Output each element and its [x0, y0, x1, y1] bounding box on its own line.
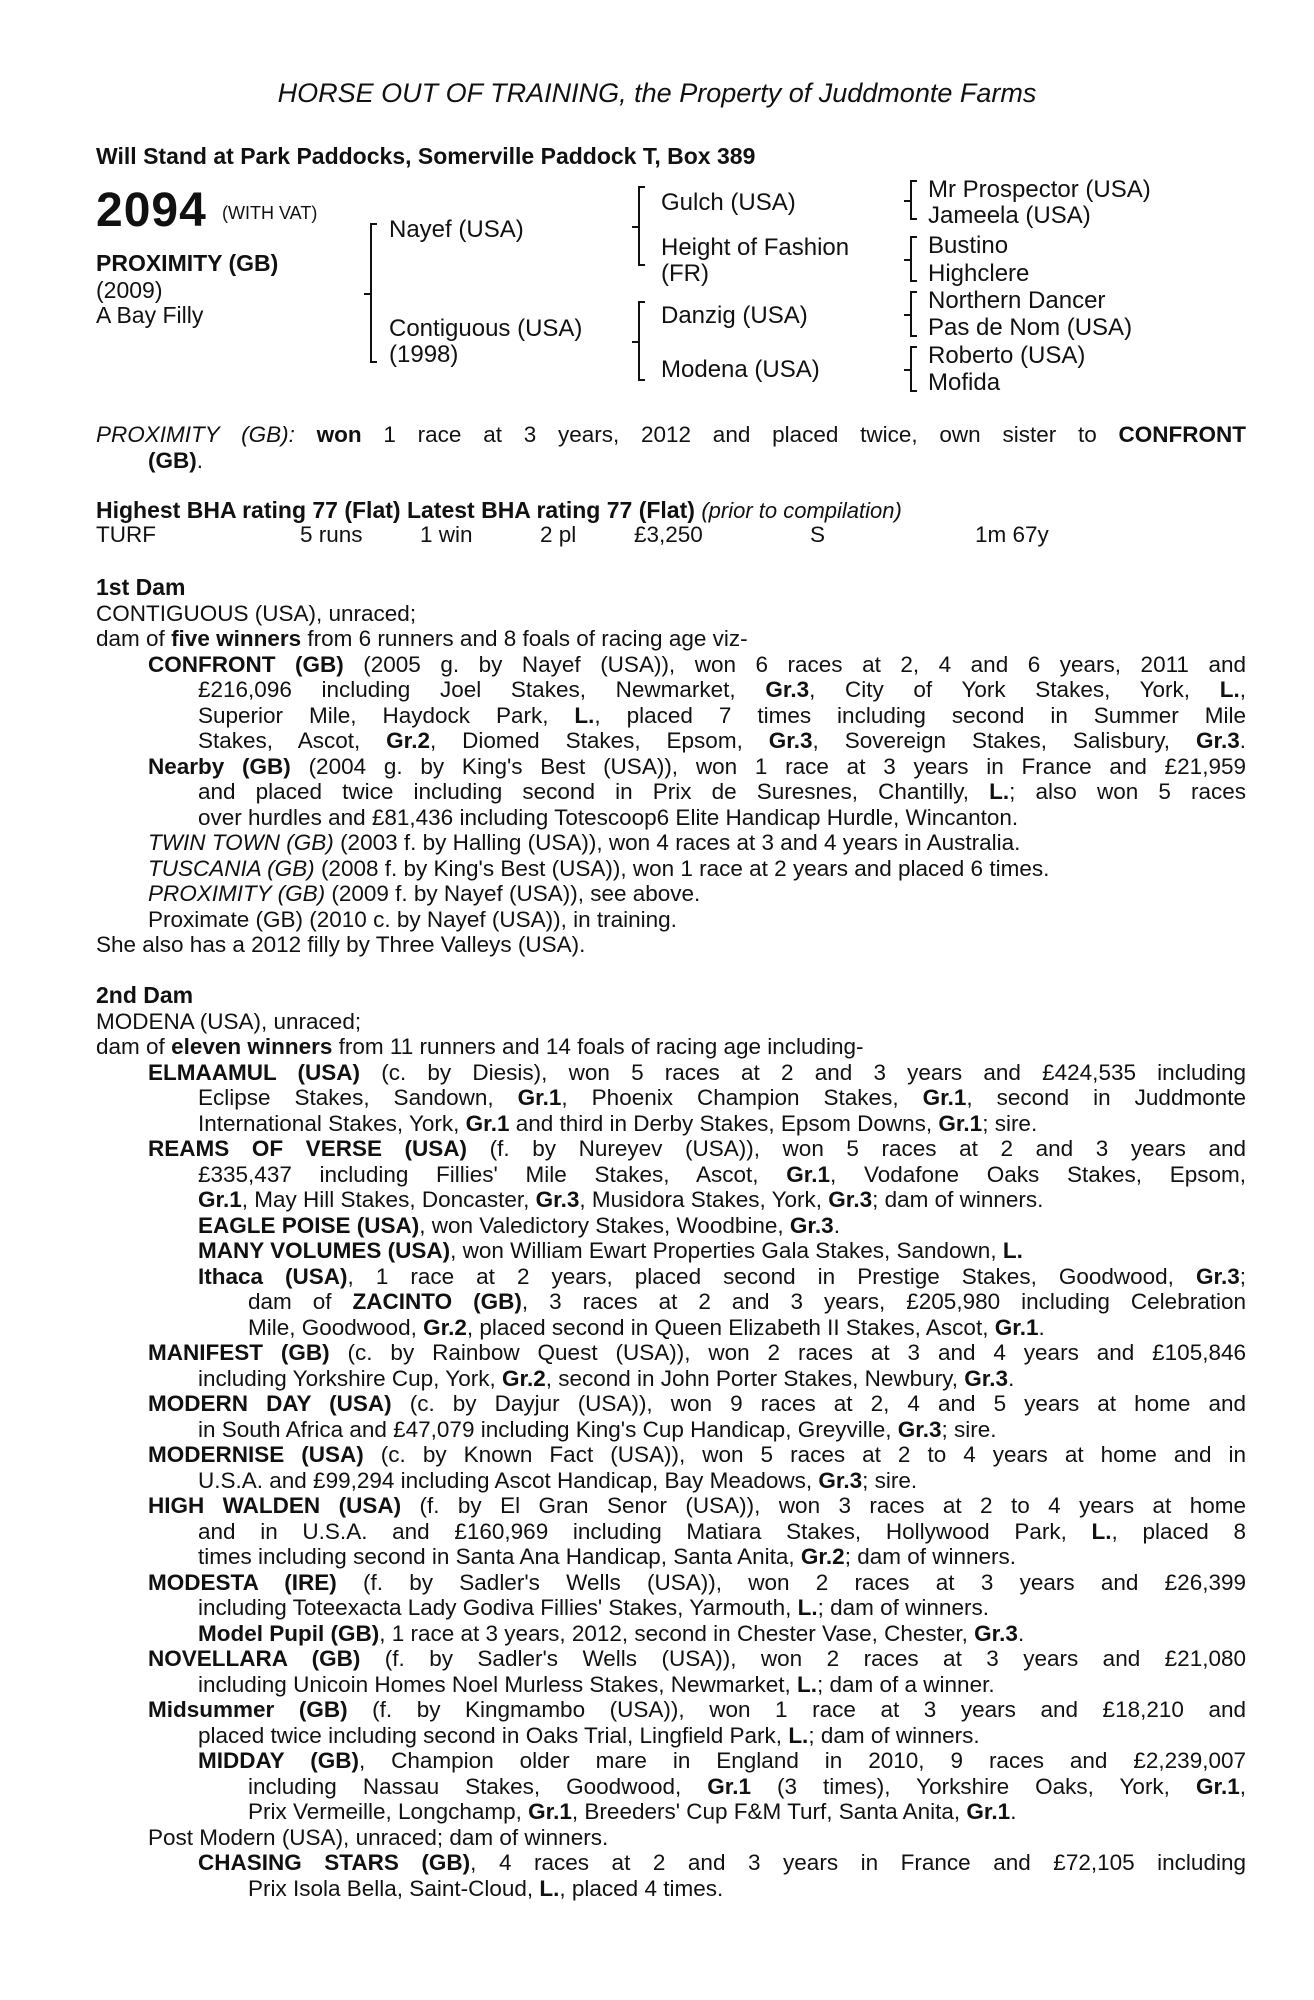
first-dam-name: CONTIGUOUS (USA), unraced; — [96, 600, 417, 626]
produce-entry: TWIN TOWN (GB) (2003 f. by Halling (USA)), won 4 races at 3 and 4 years in Australia. — [148, 830, 1021, 855]
produce-entry: MODERNISE (USA) (c. by Known Fact (USA)), won 5 races at 2 to 4 years at home and in — [148, 1442, 1246, 1467]
stand-location: Will Stand at Park Paddocks, Somerville Paddock T, Box 389 — [96, 143, 756, 169]
rating-wins: 1 win — [420, 522, 473, 547]
rating-surface: TURF — [96, 522, 156, 547]
horse-description: A Bay Filly — [96, 302, 204, 328]
produce-entry: MODESTA (IRE) (f. by Sadler's Wells (USA)), won 2 races at 3 years and £26,399 — [148, 1569, 1246, 1595]
produce-entry: MANY VOLUMES (USA), won William Ewart Properties Gala Stakes, Sandown, L. — [198, 1238, 1023, 1263]
pedigree-dss: Northern Dancer — [928, 287, 1106, 314]
first-dam-heading: 1st Dam — [96, 574, 186, 600]
pedigree-dsd: Pas de Nom (USA) — [928, 314, 1133, 341]
produce-entry: NOVELLARA (GB) (f. by Sadler's Wells (USA)), won 2 races at 3 years and £21,080 — [148, 1646, 1246, 1671]
second-dam-heading: 2nd Dam — [96, 982, 194, 1008]
rating-going: S — [810, 522, 826, 547]
produce-entry: HIGH WALDEN (USA) (f. by El Gran Senor (USA)), won 3 races at 2 to 4 years at home — [148, 1493, 1246, 1518]
pedigree-sd: Height of Fashion — [661, 234, 850, 261]
produce-entry: Model Pupil (GB), 1 race at 3 years, 2012, second in Chester Vase, Chester, Gr.3. — [198, 1620, 1025, 1646]
pedigree-sire: Nayef (USA) — [389, 216, 524, 243]
produce-entry: TUSCANIA (GB) (2008 f. by King's Best (USA)), won 1 race at 2 years and placed 6 times. — [148, 855, 1050, 881]
first-dam-intro: dam of five winners from 6 runners and 8 foals of racing age viz- — [96, 626, 748, 651]
pedigree-sdd: Highclere — [928, 260, 1030, 287]
produce-note: She also has a 2012 filly by Three Valleys (USA). — [96, 932, 586, 957]
produce-entry: PROXIMITY (GB) (2009 f. by Nayef (USA)), see above. — [148, 881, 701, 906]
second-dam-name: MODENA (USA), unraced; — [96, 1008, 362, 1034]
pedigree-dam-year: (1998) — [389, 341, 459, 368]
pedigree-ddd: Mofida — [928, 369, 1001, 396]
rating-runs: 5 runs — [300, 522, 363, 547]
pedigree-ds: Danzig (USA) — [661, 302, 808, 329]
produce-entry: Midsummer (GB) (f. by Kingmambo (USA)), won 1 race at 3 years and £18,210 and — [148, 1697, 1246, 1722]
produce-entry: Post Modern (USA), unraced; dam of winners. — [148, 1824, 609, 1850]
race-summary: PROXIMITY (GB): won 1 race at 3 years, 2012 and placed twice, own sister to CONFRONT (GB). — [96, 422, 1246, 473]
produce-entry: ELMAAMUL (USA) (c. by Diesis), won 5 races at 2 and 3 years and £424,535 including — [148, 1059, 1246, 1085]
bha-rating: Highest BHA rating 77 (Flat) Latest BHA rating 77 (Flat) (prior to compilation) — [96, 497, 902, 523]
first-dam-section: 1st Dam CONTIGUOUS (USA), unraced; dam of five winners from 6 runners and 8 foals of racing age viz- CONFRONT (GB) (2005 g. by Nayef (USA)), won 6 races at 2, 4 and 6 years, 2011 and £216,096 including Joel Stakes, Newmarket, Gr.3, City of York Stakes, York, L., Superior Mile, Haydock Park, L., placed 7 times including second in Summer Mile Stakes, Ascot, Gr.2, Diomed Stakes, Epsom, Gr.3, Sovereign Stakes, Salisbury, Gr.3. Nearby (GB) (2004 g. by King's Best (USA)), won 1 race at 3 years in France and £21,959 and placed twice including second in Prix de Suresnes, Chantilly, L.; also won 5 races over hurdles and £81,436 including Totescoop6 Elite Handicap Hurdle, Wincanton. TWIN TOWN (GB) (2003 f. by Halling (USA)), won 4 races at 3 and 4 years in Australia. TUSCANIA (GB) (2008 f. by King's Best (USA)), won 1 race at 2 years and placed 6 times. PROXIMITY (GB) (2009 f. by Nayef (USA)), see above. Proximate (GB) (2010 c. by Nayef (USA)), in training. She also has a 2012 filly by Three Valleys (USA). — [96, 574, 1247, 957]
rating-distance: 1m 67y — [975, 522, 1049, 547]
horse-year: (2009) — [96, 277, 163, 303]
produce-entry: EAGLE POISE (USA), won Valedictory Stakes, Woodbine, Gr.3. — [198, 1212, 840, 1238]
pedigree-dds: Roberto (USA) — [928, 342, 1086, 369]
pedigree-ssd: Jameela (USA) — [928, 202, 1091, 229]
rating-earnings: £3,250 — [634, 522, 703, 547]
produce-entry: Proximate (GB) (2010 c. by Nayef (USA)), in training. — [148, 906, 677, 932]
pedigree-ss: Gulch (USA) — [661, 189, 796, 216]
produce-entry: CHASING STARS (GB), 4 races at 2 and 3 years in France and £72,105 including — [198, 1850, 1246, 1875]
vat-note: (WITH VAT) — [222, 203, 318, 223]
horse-name: PROXIMITY (GB) — [96, 250, 279, 276]
lot-number: 2094 — [96, 184, 207, 237]
produce-entry: MANIFEST (GB) (c. by Rainbow Quest (USA)), won 2 races at 3 and 4 years and £105,846 — [148, 1340, 1246, 1365]
produce-entry: MIDDAY (GB), Champion older mare in England in 2010, 9 races and £2,239,007 — [198, 1748, 1246, 1773]
second-dam-section: 2nd Dam MODENA (USA), unraced; dam of eleven winners from 11 runners and 14 foals of racing age including- ELMAAMUL (USA) (c. by Diesis), won 5 races at 2 and 3 years and £424,535 including Eclipse Stakes, Sandown, Gr.1, Phoenix Champion Stakes, Gr.1, second in Juddmonte International Stakes, York, Gr.1 and third in Derby Stakes, Epsom Downs, Gr.1; sire. REAMS OF VERSE (USA) (f. by Nureyev (USA)), won 5 races at 2 and 3 years and £335,437 including Fillies' Mile Stakes, Ascot, Gr.1, Vodafone Oaks Stakes, Epsom, Gr.1, May Hill Stakes, Doncaster, Gr.3, Musidora Stakes, York, Gr.3; dam of winners. EAGLE POISE (USA), won Valedictory Stakes, Woodbine, Gr.3. MANY VOLUMES (USA), won William Ewart Properties Gala Stakes, Sandown, L. Ithaca (USA), 1 race at 2 years, placed second in Prestige Stakes, Goodwood, Gr.3; dam of ZACINTO (GB), 3 races at 2 and 3 years, £205,980 including Celebration Mile, Goodwood, Gr.2, placed second in Queen Elizabeth II Stakes, Ascot, Gr.1. MANIFEST (GB) (c. by Rainbow Quest (USA)), won 2 races at 3 and 4 years and £105,846 including Yorkshire Cup, York, Gr.2, second in John Porter Stakes, Newbury, Gr.3. MODERN DAY (USA) (c. by Dayjur (USA)), won 9 races at 2, 4 and 5 years at home and in South Africa and £47,079 including King's Cup Handicap, Greyville, Gr.3; sire. MODERNISE (USA) (c. by Known Fact (USA)), won 5 races at 2 to 4 years at home and in U.S.A. and £99,294 including Ascot Handicap, Bay Meadows, Gr.3; sire. HIGH WALDEN (USA) (f. by El Gran Senor (USA)), won 3 races at 2 to 4 years at home and in U.S.A. and £160,969 including Matiara Stakes, Hollywood Park, L., placed 8 times including second in Santa Ana Handicap, Santa Anita, Gr.2; dam of winners. MODESTA (IRE) (f. by Sadler's Wells (USA)), won 2 races at 3 years and £26,399 including Toteexacta Lady Godiva Fillies' Stakes, Yarmouth, L.; dam of winners. Model Pupil (GB), 1 race at 3 years, 2012, second in Chester Vase, Chester, Gr.3. NOVELLARA (GB) (f. by Sadler's Wells (USA)), won 2 races at 3 years and £21,080 including Unicoin Homes Noel Murless Stakes, Newmarket, L.; dam of a winner. Midsummer (GB) (f. by Kingmambo (USA)), won 1 race at 3 years and £18,210 and placed twice including second in Oaks Trial, Lingfield Park, L.; dam of winners. MIDDAY (GB), Champion older mare in England in 2010, 9 races and £2,239,007 including Nassau Stakes, Goodwood, Gr.1 (3 times), Yorkshire Oaks, York, Gr.1, Prix Vermeille, Longchamp, Gr.1, Breeders' Cup F&M Turf, Santa Anita, Gr.1. Post Modern (USA), unraced; dam of winners. CHASING STARS (GB), 4 races at 2 and 3 years in France and £72,105 including Prix Isola Bella, Saint-Cloud, L., placed 4 times. — [96, 982, 1247, 1901]
produce-entry: Ithaca (USA), 1 race at 2 years, placed second in Prestige Stakes, Goodwood, Gr.3; — [198, 1263, 1246, 1289]
pedigree-dam: Contiguous (USA) — [389, 315, 583, 342]
produce-entry: MODERN DAY (USA) (c. by Dayjur (USA)), won 9 races at 2, 4 and 5 years at home and — [148, 1391, 1246, 1416]
produce-entry: CONFRONT (GB) (2005 g. by Nayef (USA)), won 6 races at 2, 4 and 6 years, 2011 and — [148, 651, 1246, 677]
produce-entry: REAMS OF VERSE (USA) (f. by Nureyev (USA)), won 5 races at 2 and 3 years and — [148, 1136, 1247, 1161]
second-dam-intro: dam of eleven winners from 11 runners and 14 foals of racing age including- — [96, 1034, 864, 1059]
sale-header: HORSE OUT OF TRAINING, the Property of Juddmonte Farms — [277, 78, 1037, 108]
pedigree-dd: Modena (USA) — [661, 356, 820, 383]
pedigree-sd-suffix: (FR) — [661, 260, 709, 287]
pedigree-sss: Mr Prospector (USA) — [928, 176, 1151, 203]
pedigree-sds: Bustino — [928, 232, 1009, 259]
produce-entry: Nearby (GB) (2004 g. by King's Best (USA)), won 1 race at 3 years in France and £21,959 — [148, 753, 1246, 779]
rating-placed: 2 pl — [540, 522, 577, 547]
